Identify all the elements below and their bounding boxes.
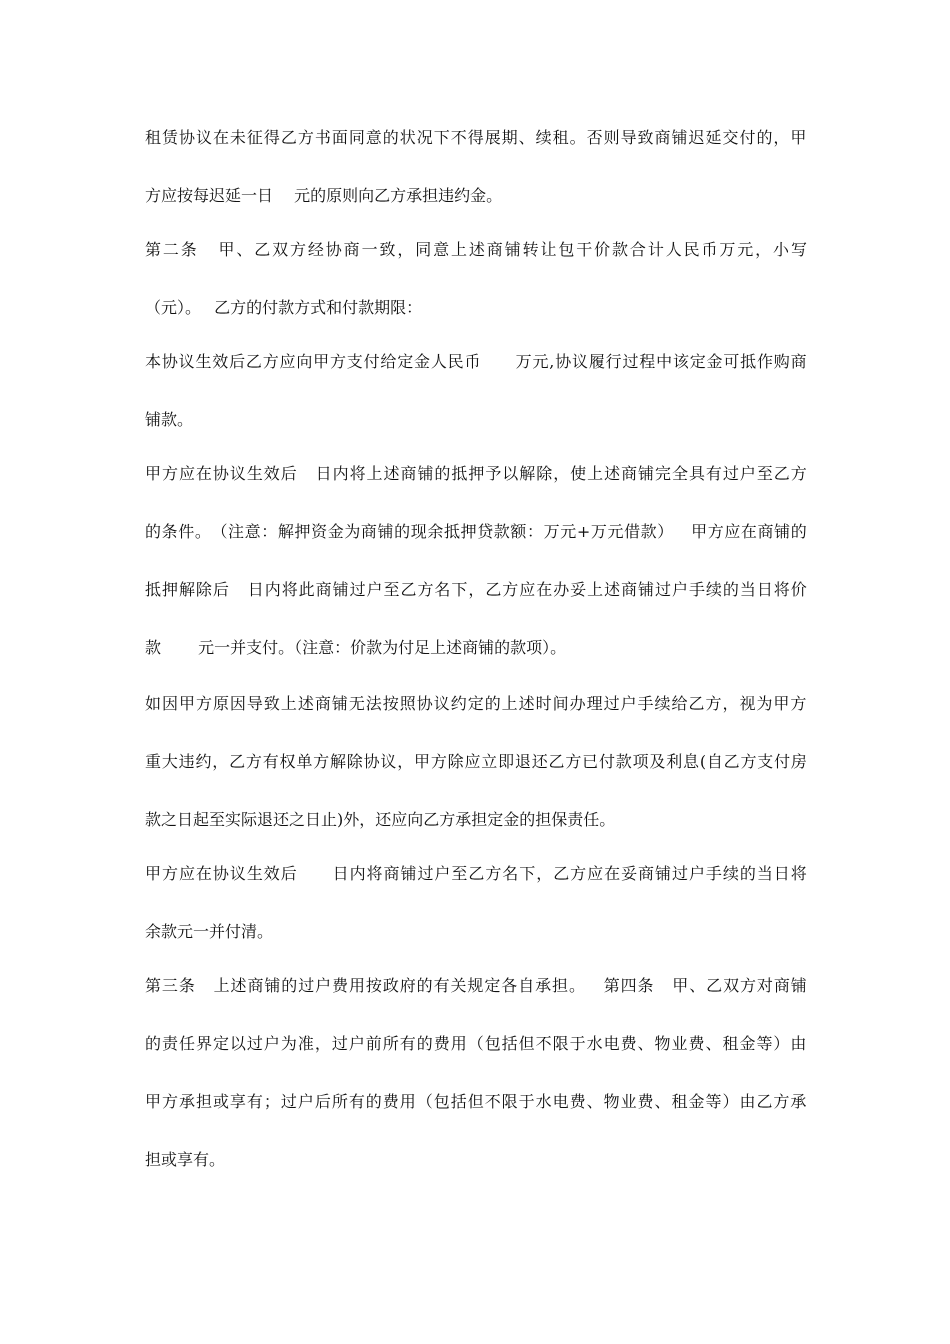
text-line-9: 抵 押 解 除 后 日 内 将 此 商 铺 过 户 至 乙 方 名 下 ， 乙 方 应 在 办 妥 上 述 商 铺 过 户 手 续 的 当 日 将 价 (145, 580, 807, 599)
text-line-18: 甲 方 承 担 或 享 有 ； 过 户 后 所 有 的 费 用 （ 包 括 但 不 限 于 水 电 费 、 物 业 费 、 租 金 等 ） 由 乙 方 承 (145, 1092, 807, 1111)
text-line-13: 款之日起至实际退还之日止)外，还应向乙方承担定金的担保责任。 (145, 810, 616, 829)
text-line-7: 甲 方 应 在 协 议 生 效 后 日 内 将 上 述 商 铺 的 抵 押 予 以 解 除 ， 使 上 述 商 铺 完 全 具 有 过 户 至 乙 方 (145, 464, 807, 483)
text-line-10: 款 元一并支付。（注意：价款为付足上述商铺的款项）。 (145, 638, 567, 657)
text-line-16: 第 三 条 上 述 商 铺 的 过 户 费 用 按 政 府 的 有 关 规 定 各 自 承 担 。 第 四 条 甲 、 乙 双 方 对 商 铺 (145, 976, 807, 995)
text-line-8: 的 条 件 。 （ 注 意 ： 解 押 资 金 为 商 铺 的 现 余 抵 押 贷 款 额 ： 万 元 + 万 元 借 款 ） 甲 方 应 在 商 铺 的 (145, 522, 807, 541)
text-line-15: 余款元一并付清。 (145, 922, 274, 941)
text-line-19: 担或享有。 (145, 1150, 226, 1169)
text-line-17: 的 责 任 界 定 以 过 户 为 准 ， 过 户 前 所 有 的 费 用 （ 包 括 但 不 限 于 水 电 费 、 物 业 费 、 租 金 等 ） 由 (145, 1034, 807, 1053)
text-line-6: 铺款。 (145, 410, 194, 429)
text-line-4: （元）。 乙方的付款方式和付款期限： (145, 298, 423, 317)
text-line-11: 如 因 甲 方 原 因 导 致 上 述 商 铺 无 法 按 照 协 议 约 定 的 上 述 时 间 办 理 过 户 手 续 给 乙 方 ， 视 为 甲 方 (145, 694, 807, 713)
text-line-3: 第 二 条 甲 、 乙 双 方 经 协 商 一 致 ， 同 意 上 述 商 铺 转 让 包 干 价 款 合 计 人 民 币 万 元 ， 小 写 (145, 240, 807, 259)
text-line-12: 重 大 违 约 ， 乙 方 有 权 单 方 解 除 协 议 ， 甲 方 除 应 立 即 退 还 乙 方 已 付 款 项 及 利 息 ( 自 乙 方 支 付 房 (145, 752, 807, 771)
text-line-1: 租 赁 协 议 在 未 征 得 乙 方 书 面 同 意 的 状 况 下 不 得 展 期 、 续 租 。 否 则 导 致 商 铺 迟 延 交 付 的 ， 甲 (145, 128, 807, 147)
text-line-2: 方应按每迟延一日 元的原则向乙方承担违约金。 (145, 186, 503, 205)
text-line-5: 本 协 议 生 效 后 乙 方 应 向 甲 方 支 付 给 定 金 人 民 币 万 元 , 协 议 履 行 过 程 中 该 定 金 可 抵 作 购 商 (145, 352, 807, 371)
text-line-14: 甲 方 应 在 协 议 生 效 后 日 内 将 商 铺 过 户 至 乙 方 名 下 ， 乙 方 应 在 妥 商 铺 过 户 手 续 的 当 日 将 (145, 864, 807, 883)
